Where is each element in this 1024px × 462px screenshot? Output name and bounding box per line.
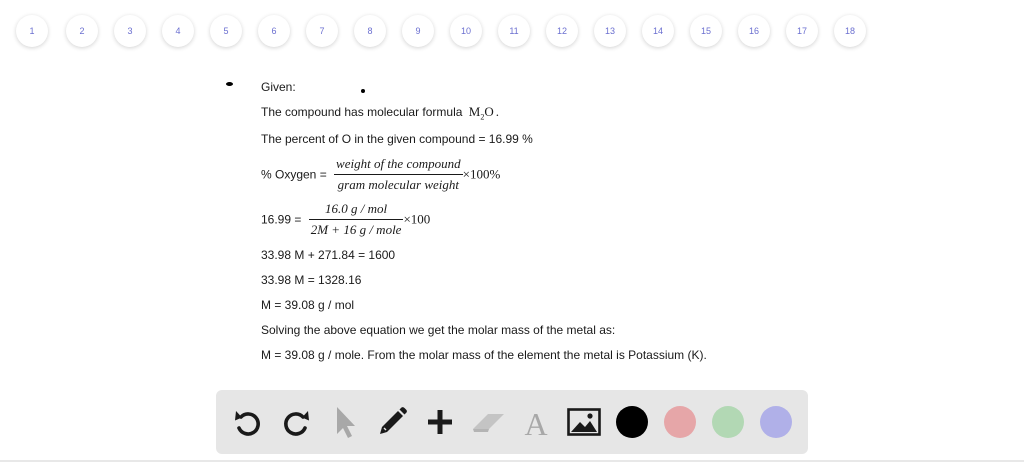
plus-icon	[420, 402, 460, 442]
page-button-14[interactable]: 14	[642, 15, 674, 47]
formula-line	[261, 104, 499, 122]
page-button-12[interactable]: 12	[546, 15, 578, 47]
page-button-16[interactable]: 16	[738, 15, 770, 47]
equation-1	[261, 201, 430, 238]
equation-1-multiplier: ×100	[403, 211, 431, 227]
image-icon	[564, 402, 604, 442]
page-button-8[interactable]: 8	[354, 15, 386, 47]
drawing-toolbar	[216, 390, 808, 454]
text-tool[interactable]	[516, 402, 556, 442]
oxygen-multiplier: ×100%	[462, 166, 501, 182]
color-swatch-purple[interactable]	[760, 406, 792, 438]
text-icon	[516, 402, 556, 442]
page-button-11[interactable]: 11	[498, 15, 530, 47]
undo-icon	[228, 402, 268, 442]
formula-subscript: 2	[480, 112, 485, 122]
image-tool[interactable]	[564, 402, 604, 442]
equation-1-fraction	[309, 201, 404, 238]
page-button-4[interactable]: 4	[162, 15, 194, 47]
given-label: Given:	[261, 80, 296, 94]
formula-oxygen: O	[484, 104, 494, 119]
page-button-6[interactable]: 6	[258, 15, 290, 47]
formula-period: .	[495, 104, 499, 119]
redo-button[interactable]	[276, 402, 316, 442]
oxygen-denominator: gram molecular weight	[337, 177, 459, 192]
page-button-3[interactable]: 3	[114, 15, 146, 47]
page-button-9[interactable]: 9	[402, 15, 434, 47]
oxygen-equation	[261, 156, 500, 193]
oxygen-numerator: weight of the compound	[334, 156, 463, 175]
final-answer: M = 39.08 g / mole. From the molar mass of the element the metal is Potassium (K).	[261, 348, 707, 362]
page-button-2[interactable]: 2	[66, 15, 98, 47]
pointer-icon	[324, 402, 364, 442]
redo-icon	[276, 402, 316, 442]
page-button-7[interactable]: 7	[306, 15, 338, 47]
pen-mark	[361, 89, 365, 93]
page-button-17[interactable]: 17	[786, 15, 818, 47]
select-tool[interactable]	[324, 402, 364, 442]
page-button-5[interactable]: 5	[210, 15, 242, 47]
equation-3: 33.98 M = 1328.16	[261, 273, 362, 287]
eraser-icon	[468, 402, 508, 442]
solving-text: Solving the above equation we get the molar mass of the metal as:	[261, 323, 616, 337]
percent-line: The percent of O in the given compound = 16.99 %	[261, 132, 533, 146]
color-swatch-black[interactable]	[616, 406, 648, 438]
svg-text:A: A	[524, 406, 548, 442]
add-shape-tool[interactable]	[420, 402, 460, 442]
formula-text: The compound has molecular formula	[261, 105, 463, 119]
equation-1-numerator: 16.0 g / mol	[309, 201, 404, 220]
equation-4: M = 39.08 g / mol	[261, 298, 355, 312]
color-swatch-green[interactable]	[712, 406, 744, 438]
pen-mark	[226, 82, 233, 86]
molecular-formula	[468, 104, 494, 122]
oxygen-fraction	[334, 156, 463, 193]
pencil-icon	[372, 402, 412, 442]
page-button-1[interactable]: 1	[16, 15, 48, 47]
oxygen-lhs: % Oxygen =	[261, 167, 327, 182]
formula-metal: M	[468, 104, 481, 119]
color-swatch-pink[interactable]	[664, 406, 696, 438]
equation-2: 33.98 M + 271.84 = 1600	[261, 248, 396, 262]
undo-button[interactable]	[228, 402, 268, 442]
page-button-18[interactable]: 18	[834, 15, 866, 47]
page-button-10[interactable]: 10	[450, 15, 482, 47]
eraser-tool[interactable]	[468, 402, 508, 442]
page-button-13[interactable]: 13	[594, 15, 626, 47]
equation-1-lhs: 16.99 =	[261, 212, 302, 227]
page-button-15[interactable]: 15	[690, 15, 722, 47]
equation-1-denominator: 2M + 16 g / mole	[310, 222, 402, 237]
pen-tool[interactable]	[372, 402, 412, 442]
